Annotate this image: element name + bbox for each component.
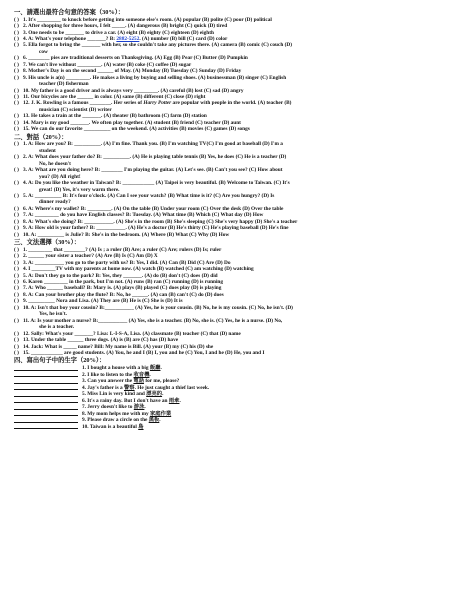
sentence-start: 3. Can you answer the — [82, 378, 134, 385]
question-text: 1. It's _________ to knock before getting into someone else's room. (A) popular (B) polite (C) poor (D) political — [23, 16, 272, 23]
question-text: 15. We can do our favorite __________ on the weekend. (A) activities (B) movies (C) games (D) songs — [23, 126, 250, 133]
answer-blank[interactable]: ( ) — [14, 94, 19, 101]
question-text-continued: Yes, he isn't. — [39, 311, 67, 318]
question-text: 1. _________ that ________? (A) Is ; a ruler (B) Are; a ruler (C) Are; rulers (D) Is; ruler — [23, 246, 222, 253]
sentence-start: 10. Taiwan is a beautiful — [82, 423, 139, 430]
chinese-word: 漂亮的 — [146, 391, 163, 398]
question-text: 13. He takes a train at the _______. (A) theater (B) bathroom (C) farm (D) station — [23, 113, 207, 120]
question-text: 3. One needs to be _______ to drive a car. (A) eight (B) eighty (C) eighteen (D) eighth — [23, 29, 214, 36]
question-text: 9. His uncle is a(n) _________. He makes a living by buying and selling shoes. (A) businessman (B) singer (C) English — [23, 74, 287, 81]
answer-blank[interactable]: ( ) — [14, 55, 19, 62]
answer-blank[interactable]: ( ) — [14, 205, 19, 212]
chinese-word: 雨傘 — [168, 397, 180, 404]
section-title: 四、寫出句子中的生字（20%）： — [14, 357, 106, 365]
write-in-blank[interactable] — [14, 428, 78, 429]
answer-blank[interactable]: ( ) — [14, 68, 19, 75]
sentence-end: . — [144, 404, 146, 411]
write-in-blank[interactable] — [14, 370, 78, 371]
question-text-continued: you? (D) All right! — [39, 173, 81, 180]
answer-blank[interactable]: ( ) — [14, 298, 19, 305]
question-text: 8. A: What's she doing? B: ___________. (A) She's in the room (B) She's sleeping (C) She's very happy (D) She's a teacher — [23, 218, 298, 225]
sentence-start: 9. Please draw a circle on the — [82, 417, 149, 424]
sentence-end: for me, please? — [144, 378, 180, 385]
question-text: 5. Ella forgot to bring the _______ with her, so she couldn't take any pictures there. (A) camera (B) comic (C) couch (D) — [23, 42, 292, 49]
question-text: 7. We can't live without _________. (A) water (B) coke (C) coffee (D) sugar — [23, 61, 192, 68]
chinese-word: 電話 — [133, 378, 145, 385]
question-text: 14. Jack: What is _____ name? Bill: My name is Bill. (A) your (B) my (C) his (D) she — [23, 343, 214, 350]
question-text: 2. ______ your sister a teacher? (A) Are (B) Is (C) Am (D) X — [23, 253, 158, 260]
answer-blank[interactable]: ( ) — [14, 337, 19, 344]
question-item — [14, 232, 440, 238]
write-in-blank[interactable] — [14, 383, 78, 384]
answer-blank[interactable]: ( ) — [14, 304, 19, 311]
chinese-word: 島 — [138, 423, 144, 430]
question-text: 10. A: Isn't that boy your cousin? B:___________ (A) Yes, he is your cousin. (B) No, he is my cousin. (C) No, he isn't. (D) — [23, 304, 293, 311]
answer-blank[interactable]: ( ) — [14, 167, 19, 174]
question-text: 3. A: What are you doing here? B: ________ I'm playing the guitar. (A) Let's see. (B) Can't you see? (C) How about — [23, 167, 283, 174]
worksheet-content — [14, 9, 440, 430]
answer-blank[interactable]: ( ) — [14, 225, 19, 232]
question-text: 13. Under the table ______ three dogs. (A) is (B) are (C) has (D) have — [23, 337, 179, 344]
question-text: 11. Our bicycles are the ______ in color. (A) same (B) different (C) close (D) right — [23, 94, 206, 101]
question-text: 10. A: __________ is Julie? B: She's in the bedroom. (A) Where (B) What (C) Why (D) How — [23, 231, 230, 238]
question-item — [14, 180, 440, 193]
answer-blank[interactable]: ( ) — [14, 272, 19, 279]
sentence-end: . — [149, 371, 151, 378]
translation-item — [14, 424, 440, 431]
answer-blank[interactable]: ( ) — [14, 141, 19, 148]
question-text: 10. My father is a good driver and is always very _________. (A) careful (B) lost (C) sad (D) angry — [23, 87, 244, 94]
question-text: 2. A: What does your father do? B: __________. (A) He is playing table tennis (B) Yes, he does (C) He is a teacher (D) — [23, 154, 287, 161]
sentence-end: . He just caught a thief last week. — [134, 384, 210, 391]
question-text: 9. A: How old is your father? B: ___________. (A) He's a doctor (B) He's thirty (C) He's playing baseball (D) He's fine — [23, 225, 289, 232]
question-text: 11. A: Is your mother a nurse? B:___________ (A) Yes, she is a teacher. (B) No, she is. (C) Yes, he is a nurse. (D) No, — [23, 317, 283, 324]
question-item — [14, 350, 440, 356]
question-text: 5. A: __________ B: It's four o'clock. (A) Can I see your watch? (B) What time is it? (C) Are you hungry? (D) Is — [23, 192, 275, 199]
question-text: 4. A: Do you like the weather in Taiwan? B: ____________ (A) Taipei is very beautiful. (B) Welcome to Taiwan. (C) It's — [23, 180, 290, 187]
question-text: 2. After shopping for three hours, I felt _____. (A) dangerous (B) bright (C) quick (D) tired — [23, 23, 228, 30]
question-text-continued: No, he doesn't — [39, 160, 71, 167]
phone-number-link: 2882-5252 — [116, 35, 140, 42]
answer-blank[interactable]: ( ) — [14, 29, 19, 36]
answer-blank[interactable]: ( ) — [14, 180, 19, 187]
answer-blank[interactable]: ( ) — [14, 330, 19, 337]
question-text: 6. Karen _________ in the park, but I'm not. (A) runs (B) ran (C) running (D) is running — [23, 279, 224, 285]
write-in-blank[interactable] — [14, 389, 78, 390]
answer-blank[interactable]: ( ) — [14, 218, 19, 225]
question-text: 6. ________ pies are traditional desserts on Thanksgiving. (A) Egg (B) Pear (C) Butter (D) Pumpkin — [23, 55, 248, 62]
sentence-start: 8. My mom helps me with my — [82, 410, 150, 417]
question-text: 14. Mary is my good _______. We often play together. (A) student (B) friend (C) teacher (D) aunt — [23, 119, 241, 126]
question-item — [14, 126, 440, 132]
write-in-blank[interactable] — [14, 402, 78, 403]
question-text: 12. Sally: What's your _______? Lisa: L-I-S-A, Lisa. (A) classmate (B) teacher (C) that (D) name — [23, 330, 241, 337]
question-text-continued: student — [39, 147, 56, 154]
sentence-start: 7. Jerry doesn't like to — [82, 404, 134, 411]
question-text: 7. A: Who ______ baseball? B: Mary is. (A) plays (B) played (C) does play (D) is playing — [23, 285, 222, 292]
answer-blank[interactable]: ( ) — [14, 154, 19, 161]
sentence-start: 2. I like to listen to the — [82, 371, 134, 378]
answer-blank[interactable]: ( ) — [14, 291, 19, 298]
sentence-start: 6. It's a rainy day. But I don't have an — [82, 397, 169, 404]
question-text-continued: she is a teacher. — [39, 324, 75, 331]
sentence-start: 4. Jay's father is a — [82, 384, 124, 391]
answer-blank[interactable]: ( ) — [14, 74, 19, 81]
answer-blank[interactable]: ( ) — [14, 119, 19, 126]
question-text: 9. __________ Nora and Lisa. (A) They are (B) He is (C) She is (D) It is — [23, 298, 183, 305]
question-text: 4. I _________TV with my parents at home now. (A) watch (B) watched (C) am watching (D) watching — [23, 266, 254, 273]
sentence-end: . — [159, 417, 161, 424]
question-item — [14, 193, 440, 206]
answer-blank[interactable]: ( ) — [14, 343, 19, 350]
section-title: 二、對話（20%）： — [14, 133, 68, 141]
answer-blank[interactable]: ( ) — [14, 61, 19, 68]
question-text: 7. A: _________ do you have English classes? B: Tuesday. (A) What time (B) Which (C) What day (D) How — [23, 212, 264, 219]
answer-blank[interactable]: ( ) — [14, 16, 19, 23]
answer-blank[interactable]: ( ) — [14, 192, 19, 199]
sentence-start: 5. Miss Lin is very kind and — [82, 391, 147, 398]
answer-blank[interactable]: ( ) — [14, 42, 19, 49]
chinese-word: 黑板 — [148, 417, 160, 424]
question-text: 8. A: Can your brother play the flute? B: No, he ______. (A) can (B) can't (C) do (D) does — [23, 291, 224, 298]
question-item — [14, 75, 440, 88]
question-text-continued: dinner ready? — [39, 199, 71, 206]
answer-blank[interactable]: ( ) — [14, 279, 19, 285]
question-text: 1. A: How are you? B: __________. (A) I'm fine. Thank you. (B) I'm watching TV(C) I'm good at baseball (D) I'm a — [23, 141, 283, 148]
question-item — [14, 154, 440, 167]
write-in-blank[interactable] — [14, 376, 78, 377]
chinese-word: 飯廳 — [149, 365, 161, 372]
write-in-blank[interactable] — [14, 396, 78, 397]
question-text-continued: great! (D) Yes, it's very warm there. — [39, 186, 120, 193]
question-text-continued: cow — [39, 48, 48, 55]
sentence-end: . — [179, 397, 181, 404]
answer-blank[interactable]: ( ) — [14, 87, 19, 94]
chinese-word: 警察 — [123, 384, 135, 391]
answer-blank[interactable]: ( ) — [14, 259, 19, 266]
question-item — [14, 100, 440, 113]
question-text: 12. J. K. Rowling is a famous ________. Her series of Harry Potter are popular with people in the world. (A) teacher (B) — [23, 100, 292, 107]
question-text: 3. A: ___________ you go to the party with us? B: Yes, I did. (A) Can (B) Did (C) Are (D) Do — [23, 259, 231, 266]
answer-blank[interactable]: ( ) — [14, 253, 19, 260]
answer-blank[interactable]: ( ) — [14, 246, 19, 253]
write-in-blank[interactable] — [14, 415, 78, 416]
sentence-start: 1. I bought a house with a big — [82, 365, 150, 372]
answer-blank[interactable]: ( ) — [14, 212, 19, 219]
answer-blank[interactable]: ( ) — [14, 349, 19, 356]
answer-blank[interactable]: ( ) — [14, 317, 19, 324]
answer-blank[interactable]: ( ) — [14, 35, 19, 42]
question-item — [14, 305, 440, 318]
book-title: Harry Potter — [143, 100, 172, 107]
question-text-continued: musician (C) scientist (D) writer — [39, 106, 112, 113]
question-item — [14, 42, 440, 55]
answer-blank[interactable]: ( ) — [14, 113, 19, 120]
write-in-blank[interactable] — [14, 409, 78, 410]
question-text-continued: teacher (D) fisherman — [39, 81, 89, 88]
question-text: 15. ____________ are good students. (A) You, he and I (B) I, you and he (C) You, I and he (D) He, you and I — [23, 349, 265, 356]
question-item — [14, 141, 440, 154]
answer-blank[interactable]: ( ) — [14, 126, 19, 133]
question-text: 6. A: Where's my wallet? B: _________. (A) On the table (B) Under your room (C) Over the desk (D) Over the table — [23, 205, 284, 212]
question-item — [14, 167, 440, 180]
chinese-word: 家庭作業 — [149, 410, 172, 417]
answer-blank[interactable]: ( ) — [14, 23, 19, 30]
answer-blank[interactable]: ( ) — [14, 231, 19, 238]
answer-blank[interactable]: ( ) — [14, 266, 19, 273]
question-text: 5. A: Don't they go to the park? B: Yes, they _______. (A) do (B) don't (C) does (D) did — [23, 272, 218, 279]
answer-blank[interactable]: ( ) — [14, 100, 19, 107]
write-in-blank[interactable] — [14, 422, 78, 423]
question-item — [14, 318, 440, 331]
answer-blank[interactable]: ( ) — [14, 285, 19, 292]
chinese-word: 游泳 — [133, 404, 145, 411]
question-text: 4. A: What's your telephone _______? B: 2882-5252. (A) number (B) bill (C) card (D) color — [23, 35, 228, 42]
sentence-end: . — [160, 365, 162, 372]
chinese-word: 收音機 — [133, 371, 150, 378]
section-title: 一、請選出最符合句意的答案（30%）： — [14, 9, 125, 16]
sentence-end: . — [162, 391, 164, 398]
question-text: 8. Mother's Day is on the second ______ of May. (A) Monday (B) Tuesday (C) Sunday (D) Friday — [23, 68, 242, 75]
section-title: 三、文法選擇（30%）： — [14, 239, 81, 247]
